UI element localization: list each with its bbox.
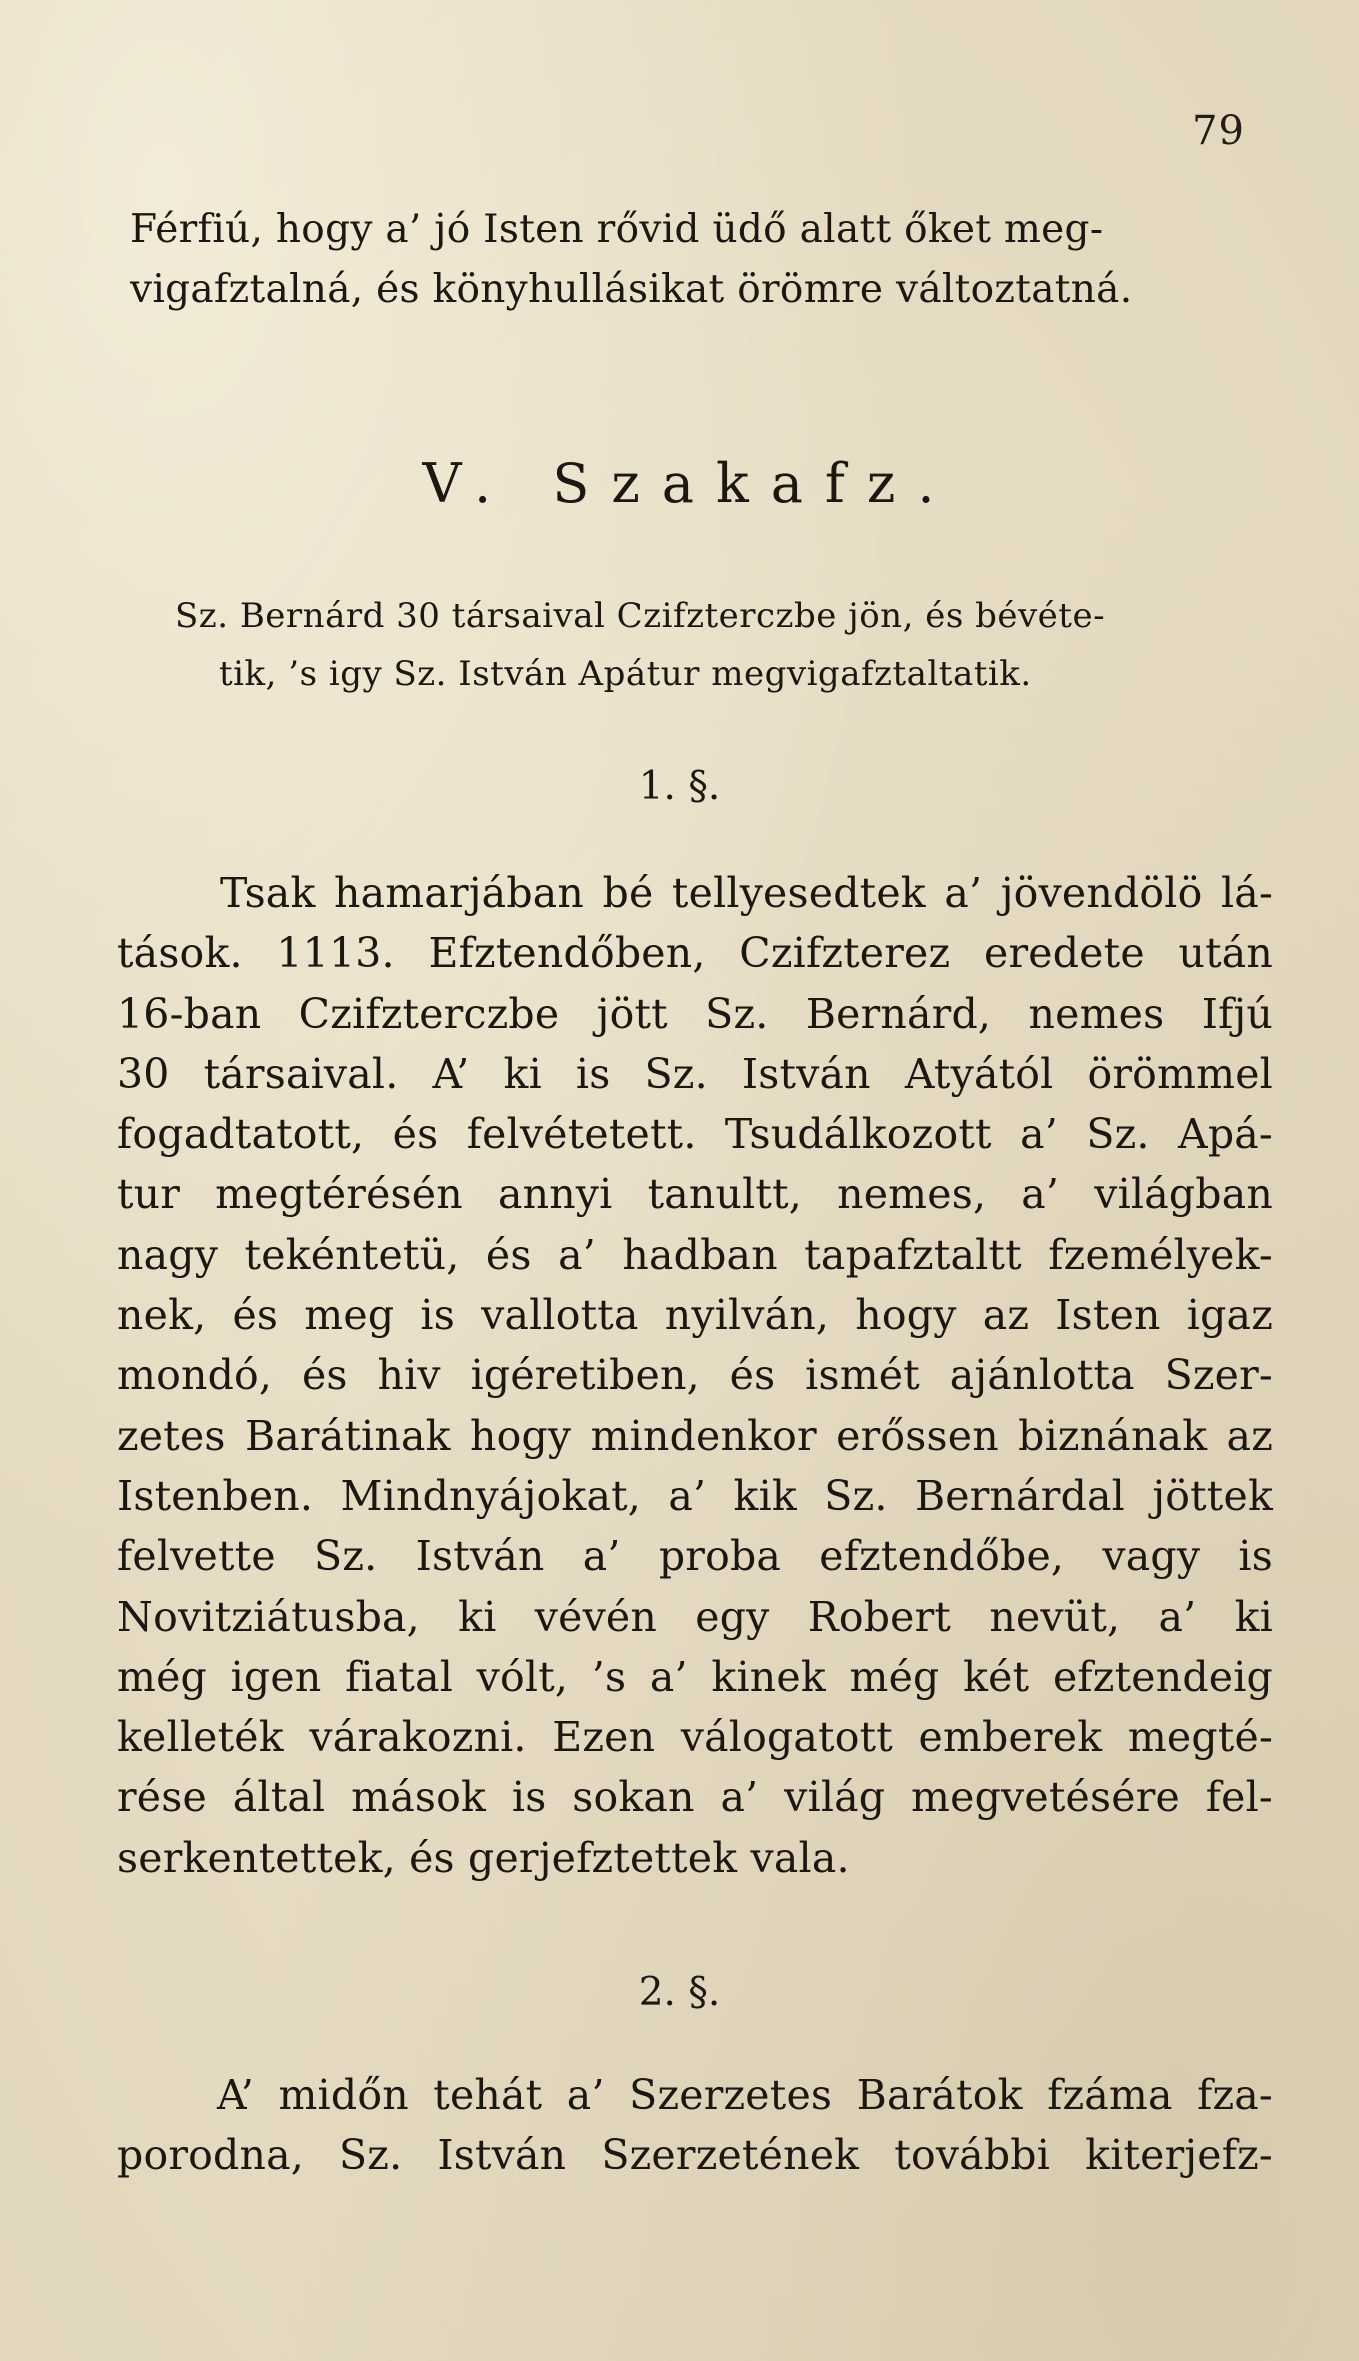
section-1-paragraph: [117, 863, 1273, 1888]
chapter-summary: [175, 587, 1275, 703]
intro-paragraph: [130, 200, 1280, 320]
text-line: 16-ban Czifzterczbe jött Sz. Bernárd, nemes Ifjú: [117, 989, 1273, 1038]
chapter-title: V. Szakafz.: [422, 452, 957, 515]
summary-line: Sz. Bernárd 30 társaival Czifzterczbe jön, és bévéte-: [175, 596, 1106, 636]
text-line: 30 társaival. A’ ki is Sz. István Atyától örömmel: [117, 1049, 1273, 1098]
summary-line: tik, ’s igy Sz. István Apátur megvigafztaltatik.: [219, 654, 1032, 694]
text-line: nek, és meg is vallotta nyilván, hogy az Isten igaz: [117, 1291, 1273, 1340]
text-line: A’ midőn tehát a’ Szerzetes Barátok fzáma fza-: [217, 2071, 1273, 2119]
text-line: zetes Barátinak hogy mindenkor erőssen biznának az: [117, 1411, 1273, 1460]
text-line: serkentettek, és gerjefztettek vala.: [117, 1833, 850, 1882]
text-line: fogadtatott, és felvétetett. Tsudálkozott a’ Sz. Apá-: [117, 1110, 1273, 1159]
text-line: Tsak hamarjában bé tellyesedtek a’ jövendölö lá-: [220, 869, 1273, 917]
text-line: vigafztalná, és könyhullásikat örömre változtatná.: [130, 267, 1133, 312]
section-1-heading: 1. §.: [638, 764, 721, 809]
text-line: mondó, és hiv igéretiben, és ismét ajánlotta Szer-: [117, 1351, 1273, 1400]
text-line: még igen fiatal vólt, ’s a’ kinek még két efztendeig: [117, 1652, 1273, 1701]
text-line: felvette Sz. István a’ proba efztendőbe, vagy is: [117, 1532, 1273, 1581]
text-line: Férfiú, hogy a’ jó Isten rővid üdő alatt őket meg-: [130, 207, 1104, 252]
text-line: Istenben. Mindnyájokat, a’ kik Sz. Bernárdal jöttek: [117, 1471, 1273, 1520]
text-line: Novitziátusba, ki vévén egy Robert nevüt, a’ ki: [117, 1592, 1273, 1641]
section-2-heading: 2. §.: [638, 1970, 721, 2015]
text-line: rése által mások is sokan a’ világ megvetésére fel-: [117, 1773, 1273, 1822]
text-line: tások. 1113. Efztendőben, Czifzterez eredete után: [117, 929, 1273, 978]
section-2-paragraph: [117, 2065, 1273, 2186]
text-line: nagy tekéntetü, és a’ hadban tapafztaltt fzemélyek-: [117, 1230, 1273, 1279]
text-line: porodna, Sz. István Szerzetének további kiterjefz-: [117, 2131, 1273, 2180]
text-line: kelleték várakozni. Ezen válogatott emberek megté-: [117, 1713, 1273, 1762]
text-line: tur megtérésén annyi tanultt, nemes, a’ világban: [117, 1170, 1273, 1219]
page-number: 79: [1192, 108, 1245, 154]
